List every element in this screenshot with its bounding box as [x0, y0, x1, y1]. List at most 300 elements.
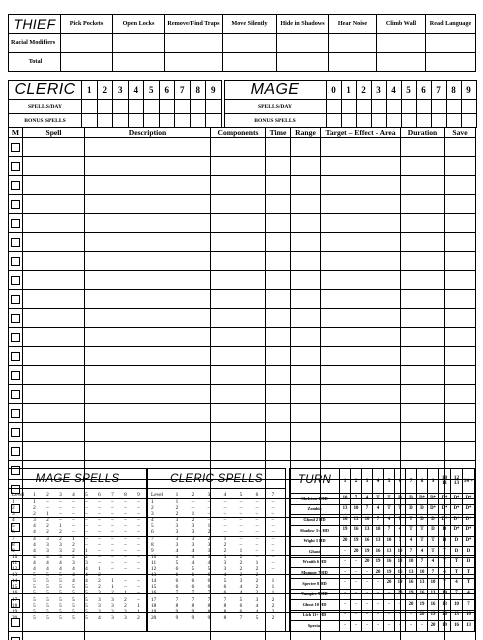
spell-cell[interactable] [445, 366, 476, 385]
memorized-checkbox[interactable] [11, 162, 20, 171]
spell-cell[interactable] [211, 290, 266, 309]
spell-cell[interactable] [291, 290, 321, 309]
mage-cell[interactable] [446, 100, 461, 114]
spell-cell[interactable] [266, 157, 291, 176]
spell-cell[interactable] [291, 423, 321, 442]
spell-cell[interactable] [211, 366, 266, 385]
cleric-cell[interactable] [159, 114, 175, 128]
turn-value: D [451, 547, 463, 558]
turn-value: 7 [362, 504, 373, 515]
progression-header-cell: 5 [85, 492, 88, 499]
spell-cell[interactable] [23, 632, 85, 640]
mage-cell[interactable] [341, 100, 356, 114]
spell-cell[interactable] [445, 138, 476, 157]
spell-cell[interactable] [85, 138, 211, 157]
turn-value: 13 [395, 557, 406, 568]
spell-cell[interactable] [445, 252, 476, 271]
spell-cell[interactable] [321, 138, 401, 157]
memorized-checkbox[interactable] [11, 257, 20, 266]
mage-cell[interactable] [461, 100, 476, 114]
thief-cell[interactable] [329, 53, 377, 72]
thief-skill-header: Open Locks [113, 15, 165, 34]
thief-skill-header: Remove/Find Traps [165, 15, 223, 34]
spell-cell[interactable] [266, 404, 291, 423]
spell-cell[interactable] [23, 195, 85, 214]
progression-cell: 8 [207, 602, 211, 609]
spell-cell[interactable] [23, 366, 85, 385]
progression-cell: – [255, 547, 259, 554]
mage-cell[interactable] [401, 114, 416, 128]
thief-cell[interactable] [113, 53, 165, 72]
mage-level: 3 [371, 81, 386, 100]
progression-cell: 2 [137, 614, 140, 621]
spell-cell[interactable] [211, 271, 266, 290]
spell-cell[interactable] [211, 157, 266, 176]
spell-cell[interactable] [23, 385, 85, 404]
spell-cell[interactable] [85, 347, 211, 366]
spell-cell[interactable] [445, 290, 476, 309]
progression-cell: 8 [223, 614, 227, 621]
spell-cell[interactable] [321, 309, 401, 328]
spell-cell[interactable] [266, 385, 291, 404]
memorized-checkbox[interactable] [11, 447, 20, 456]
mage-cell[interactable] [401, 100, 416, 114]
spell-cell[interactable] [321, 347, 401, 366]
thief-skill-header: Climb Wall [377, 15, 426, 34]
spell-cell[interactable] [85, 157, 211, 176]
turn-value: 4 [451, 579, 463, 590]
progression-cell: 3 [255, 596, 259, 603]
spell-cell[interactable] [211, 138, 266, 157]
spell-cell[interactable] [401, 157, 445, 176]
mage-cell[interactable] [341, 114, 356, 128]
spell-cell[interactable] [445, 271, 476, 290]
turn-level-header: 2 [351, 469, 362, 494]
spell-cell[interactable] [321, 423, 401, 442]
progression-cell: – [137, 578, 140, 585]
progression-cell: 4 [85, 566, 88, 573]
spell-cell[interactable] [23, 309, 85, 328]
progression-cell: 4 [191, 553, 195, 560]
thief-cell[interactable] [426, 53, 476, 72]
progression-cell: 3 [207, 547, 211, 554]
spell-cell[interactable] [85, 442, 211, 461]
spell-cell[interactable] [321, 214, 401, 233]
spell-cell[interactable] [23, 214, 85, 233]
thief-cell[interactable] [61, 34, 113, 53]
spell-cell[interactable] [445, 233, 476, 252]
spell-cell[interactable] [23, 328, 85, 347]
spell-cell[interactable] [321, 328, 401, 347]
turn-value: 19 [384, 568, 395, 579]
spell-cell[interactable] [266, 290, 291, 309]
spell-cell[interactable] [291, 347, 321, 366]
progression-cell: – [72, 523, 75, 530]
memorized-checkbox[interactable] [11, 143, 20, 152]
spell-cell[interactable] [291, 271, 321, 290]
cleric-cell[interactable] [175, 114, 191, 128]
progression-cell: 8 [175, 602, 179, 609]
cleric-level: 9 [206, 81, 222, 100]
progression-row [12, 615, 145, 621]
progression-header [12, 492, 145, 499]
spell-cell[interactable] [445, 423, 476, 442]
spell-cell[interactable] [445, 347, 476, 366]
spell-cell[interactable] [321, 366, 401, 385]
cleric-cell[interactable] [97, 100, 113, 114]
spell-cell[interactable] [85, 632, 211, 640]
thief-cell[interactable] [377, 53, 426, 72]
spell-cell[interactable] [266, 252, 291, 271]
spell-cell[interactable] [445, 632, 476, 640]
spell-cell[interactable] [401, 195, 445, 214]
mage-cell[interactable] [326, 114, 341, 128]
undead-type: Spectre 8 HD [290, 579, 340, 590]
spell-cell[interactable] [321, 176, 401, 195]
memorized-checkbox[interactable] [11, 428, 20, 437]
spell-cell[interactable] [291, 214, 321, 233]
thief-cell[interactable] [277, 34, 329, 53]
turn-value: - [340, 610, 351, 621]
spell-cell[interactable] [85, 271, 211, 290]
spell-cell[interactable] [85, 252, 211, 271]
progression-cell: – [137, 547, 140, 554]
spell-cell[interactable] [401, 385, 445, 404]
spell-cell[interactable] [291, 385, 321, 404]
spell-cell[interactable] [321, 233, 401, 252]
cleric-cell[interactable] [82, 100, 98, 114]
spell-cell[interactable] [291, 176, 321, 195]
turn-value: T [384, 504, 395, 515]
spell-cell[interactable] [321, 271, 401, 290]
spell-cell[interactable] [291, 309, 321, 328]
turn-value: 4 [406, 536, 417, 547]
spell-cell[interactable] [266, 195, 291, 214]
spell-cell[interactable] [23, 157, 85, 176]
memorized-checkbox[interactable] [11, 371, 20, 380]
spell-cell[interactable] [23, 271, 85, 290]
progression-cell: – [137, 535, 140, 542]
progression-cell: – [124, 511, 127, 518]
mage-spells-panel [8, 468, 147, 632]
cleric-cell[interactable] [144, 100, 160, 114]
progression-cell: 4 [151, 517, 154, 524]
spell-cell[interactable] [291, 404, 321, 423]
progression-cell: 5 [46, 602, 49, 609]
cleric-level: 5 [144, 81, 160, 100]
progression-cell: – [85, 517, 88, 524]
cleric-cell[interactable] [97, 114, 113, 128]
spell-cell[interactable] [291, 632, 321, 640]
mage-cell[interactable] [371, 114, 386, 128]
spell-cell[interactable] [291, 328, 321, 347]
spell-cell[interactable] [211, 176, 266, 195]
memorized-checkbox[interactable] [11, 219, 20, 228]
spell-cell[interactable] [445, 214, 476, 233]
spell-cell[interactable] [321, 252, 401, 271]
spell-cell[interactable] [401, 233, 445, 252]
spell-cell[interactable] [321, 385, 401, 404]
mage-cell[interactable] [446, 114, 461, 128]
cleric-cell[interactable] [128, 114, 144, 128]
progression-cell: 2 [72, 553, 75, 560]
spell-cell[interactable] [85, 404, 211, 423]
spell-cell[interactable] [85, 309, 211, 328]
turn-value: 16 [406, 579, 417, 590]
cleric-cell[interactable] [206, 114, 222, 128]
progression-cell: – [85, 505, 88, 512]
thief-cell[interactable] [61, 53, 113, 72]
progression-cell: 4 [33, 553, 36, 560]
memorized-checkbox[interactable] [11, 314, 20, 323]
spell-cell[interactable] [85, 385, 211, 404]
progression-cell: – [255, 535, 259, 542]
memorized-checkbox[interactable] [11, 352, 20, 361]
spell-cell[interactable] [291, 366, 321, 385]
progression-cell: 11 [151, 559, 157, 566]
spell-cell[interactable] [211, 233, 266, 252]
memorized-checkbox[interactable] [11, 181, 20, 190]
progression-cell: 2 [98, 584, 101, 591]
spell-cell[interactable] [23, 138, 85, 157]
memorized-checkbox[interactable] [11, 409, 20, 418]
spell-cell[interactable] [401, 423, 445, 442]
mage-cell[interactable] [371, 100, 386, 114]
spell-cell[interactable] [291, 252, 321, 271]
spell-cell[interactable] [85, 366, 211, 385]
spell-cell[interactable] [211, 442, 266, 461]
spell-cell[interactable] [23, 423, 85, 442]
spell-cell[interactable] [211, 404, 266, 423]
memorized-checkbox[interactable] [11, 390, 20, 399]
progression-cell: 9 [175, 614, 179, 621]
spell-cell[interactable] [211, 385, 266, 404]
mage-cell[interactable] [356, 114, 371, 128]
spell-cell[interactable] [401, 138, 445, 157]
progression-cell: 1 [271, 578, 275, 585]
progression-header-cell: 2 [46, 492, 49, 499]
thief-cell[interactable] [377, 34, 426, 53]
cleric-cell[interactable] [190, 114, 206, 128]
turn-row [290, 515, 475, 526]
progression-cell: 4 [255, 608, 259, 615]
cleric-cell[interactable] [113, 114, 129, 128]
spell-cell[interactable] [85, 214, 211, 233]
progression-cell: 13 [12, 572, 18, 579]
progression-cell: 2 [46, 517, 49, 524]
mage-cell[interactable] [386, 114, 401, 128]
progression-cell: 5 [72, 608, 75, 615]
bonus-spells-row [9, 114, 477, 128]
thief-row-label: Total [9, 53, 61, 72]
cleric-cell[interactable] [113, 100, 129, 114]
memorized-cell [9, 214, 23, 233]
spell-cell[interactable] [85, 233, 211, 252]
mage-cell[interactable] [416, 100, 431, 114]
spell-cell[interactable] [211, 423, 266, 442]
spell-cell[interactable] [291, 157, 321, 176]
progression-cell: 3 [151, 511, 154, 518]
turn-value: - [384, 621, 395, 632]
spell-cell[interactable] [211, 195, 266, 214]
turn-value: 4 [439, 568, 451, 579]
spell-cell[interactable] [85, 328, 211, 347]
cleric-cell[interactable] [128, 100, 144, 114]
memorized-checkbox[interactable] [11, 200, 20, 209]
spell-cell[interactable] [321, 290, 401, 309]
mage-cell[interactable] [431, 100, 446, 114]
spell-cell[interactable] [23, 233, 85, 252]
thief-cell[interactable] [329, 34, 377, 53]
spell-cell[interactable] [211, 328, 266, 347]
mage-cell[interactable] [416, 114, 431, 128]
spell-cell[interactable] [401, 347, 445, 366]
spell-row [9, 138, 476, 157]
spell-cell[interactable] [321, 157, 401, 176]
spell-cell[interactable] [266, 214, 291, 233]
mage-cell[interactable] [386, 100, 401, 114]
memorized-checkbox[interactable] [11, 238, 20, 247]
thief-cell[interactable] [223, 53, 277, 72]
spell-cell[interactable] [321, 442, 401, 461]
progression-cell: 2 [255, 584, 259, 591]
memorized-checkbox[interactable] [11, 276, 20, 285]
spell-cell[interactable] [321, 195, 401, 214]
spell-cell[interactable] [291, 442, 321, 461]
spell-cell[interactable] [266, 366, 291, 385]
spell-cell[interactable] [401, 632, 445, 640]
spell-cell[interactable] [291, 138, 321, 157]
cleric-cell[interactable] [82, 114, 98, 128]
cleric-cell[interactable] [144, 114, 160, 128]
spell-cell[interactable] [211, 214, 266, 233]
memorized-checkbox[interactable] [11, 333, 20, 342]
spell-cell[interactable] [266, 176, 291, 195]
mage-cell[interactable] [326, 100, 341, 114]
spell-cell[interactable] [445, 442, 476, 461]
progression-cell: – [137, 541, 140, 548]
progression-cell: – [85, 535, 88, 542]
spell-cell[interactable] [445, 328, 476, 347]
undead-type: Ghoul 2 HD [290, 515, 340, 526]
spell-cell[interactable] [401, 442, 445, 461]
spell-cell[interactable] [445, 195, 476, 214]
spell-cell[interactable] [445, 309, 476, 328]
spell-cell[interactable] [211, 347, 266, 366]
spell-cell[interactable] [401, 404, 445, 423]
thief-cell[interactable] [426, 34, 476, 53]
cleric-cell[interactable] [190, 100, 206, 114]
mage-cell[interactable] [356, 100, 371, 114]
spell-cell[interactable] [321, 632, 401, 640]
spell-cell[interactable] [211, 309, 266, 328]
progression-cell: – [98, 541, 101, 548]
spell-cell[interactable] [266, 233, 291, 252]
spell-cell[interactable] [211, 252, 266, 271]
spell-cell[interactable] [23, 442, 85, 461]
turn-value: - [351, 589, 362, 600]
progression-cell: 3 [223, 566, 227, 573]
cleric-cell[interactable] [206, 100, 222, 114]
thief-cell[interactable] [165, 53, 223, 72]
spell-cell[interactable] [266, 423, 291, 442]
spell-cell[interactable] [266, 442, 291, 461]
cleric-level: 6 [159, 81, 175, 100]
turn-level-header: 3 [362, 469, 373, 494]
cleric-cell[interactable] [175, 100, 191, 114]
spell-cell[interactable] [401, 328, 445, 347]
spell-cell[interactable] [23, 176, 85, 195]
progression-cell: – [124, 535, 127, 542]
spell-cell[interactable] [266, 271, 291, 290]
spell-cell[interactable] [445, 404, 476, 423]
progression-cell: – [111, 572, 114, 579]
progression-cell: 1 [72, 535, 75, 542]
turn-row [290, 579, 475, 590]
mage-cell[interactable] [461, 114, 476, 128]
spell-cell[interactable] [445, 176, 476, 195]
spell-cell[interactable] [85, 423, 211, 442]
spell-cell[interactable] [85, 176, 211, 195]
spell-cell[interactable] [85, 195, 211, 214]
spell-cell[interactable] [401, 271, 445, 290]
progression-cell: – [239, 499, 243, 505]
cleric-cell[interactable] [159, 100, 175, 114]
spell-cell[interactable] [401, 290, 445, 309]
spell-cell[interactable] [291, 233, 321, 252]
progression-cell: 11 [12, 559, 18, 566]
spell-cell[interactable] [23, 252, 85, 271]
spell-cell[interactable] [401, 214, 445, 233]
spell-cell[interactable] [266, 347, 291, 366]
spell-cell[interactable] [401, 252, 445, 271]
spell-cell[interactable] [266, 328, 291, 347]
spell-cell[interactable] [401, 176, 445, 195]
spell-cell[interactable] [23, 404, 85, 423]
spell-cell[interactable] [401, 309, 445, 328]
spell-cell[interactable] [23, 347, 85, 366]
spell-cell[interactable] [445, 385, 476, 404]
spell-cell[interactable] [321, 404, 401, 423]
thief-cell[interactable] [113, 34, 165, 53]
mage-cell[interactable] [431, 114, 446, 128]
spell-cell[interactable] [23, 290, 85, 309]
progression-cell: 5 [72, 584, 75, 591]
turn-row [290, 600, 475, 611]
progression-cell: 6 [239, 602, 243, 609]
progression-cell: 1 [85, 547, 88, 554]
progression-cell: 5 [59, 602, 62, 609]
thief-cell[interactable] [277, 53, 329, 72]
spell-cell[interactable] [85, 290, 211, 309]
thief-cell[interactable] [165, 34, 223, 53]
spell-cell[interactable] [291, 195, 321, 214]
spell-cell[interactable] [401, 366, 445, 385]
spell-cell[interactable] [266, 309, 291, 328]
memorized-cell [9, 138, 23, 157]
duration-header: Duration [401, 128, 445, 138]
thief-cell[interactable] [223, 34, 277, 53]
memorized-checkbox[interactable] [11, 295, 20, 304]
cleric-spells-panel [147, 468, 286, 632]
spell-cell[interactable] [211, 632, 266, 640]
progression-cell: – [111, 499, 114, 505]
progression-cell: 5 [46, 596, 49, 603]
spell-cell[interactable] [445, 157, 476, 176]
progression-cell: – [111, 505, 114, 512]
spell-cell[interactable] [266, 138, 291, 157]
spell-cell[interactable] [266, 632, 291, 640]
